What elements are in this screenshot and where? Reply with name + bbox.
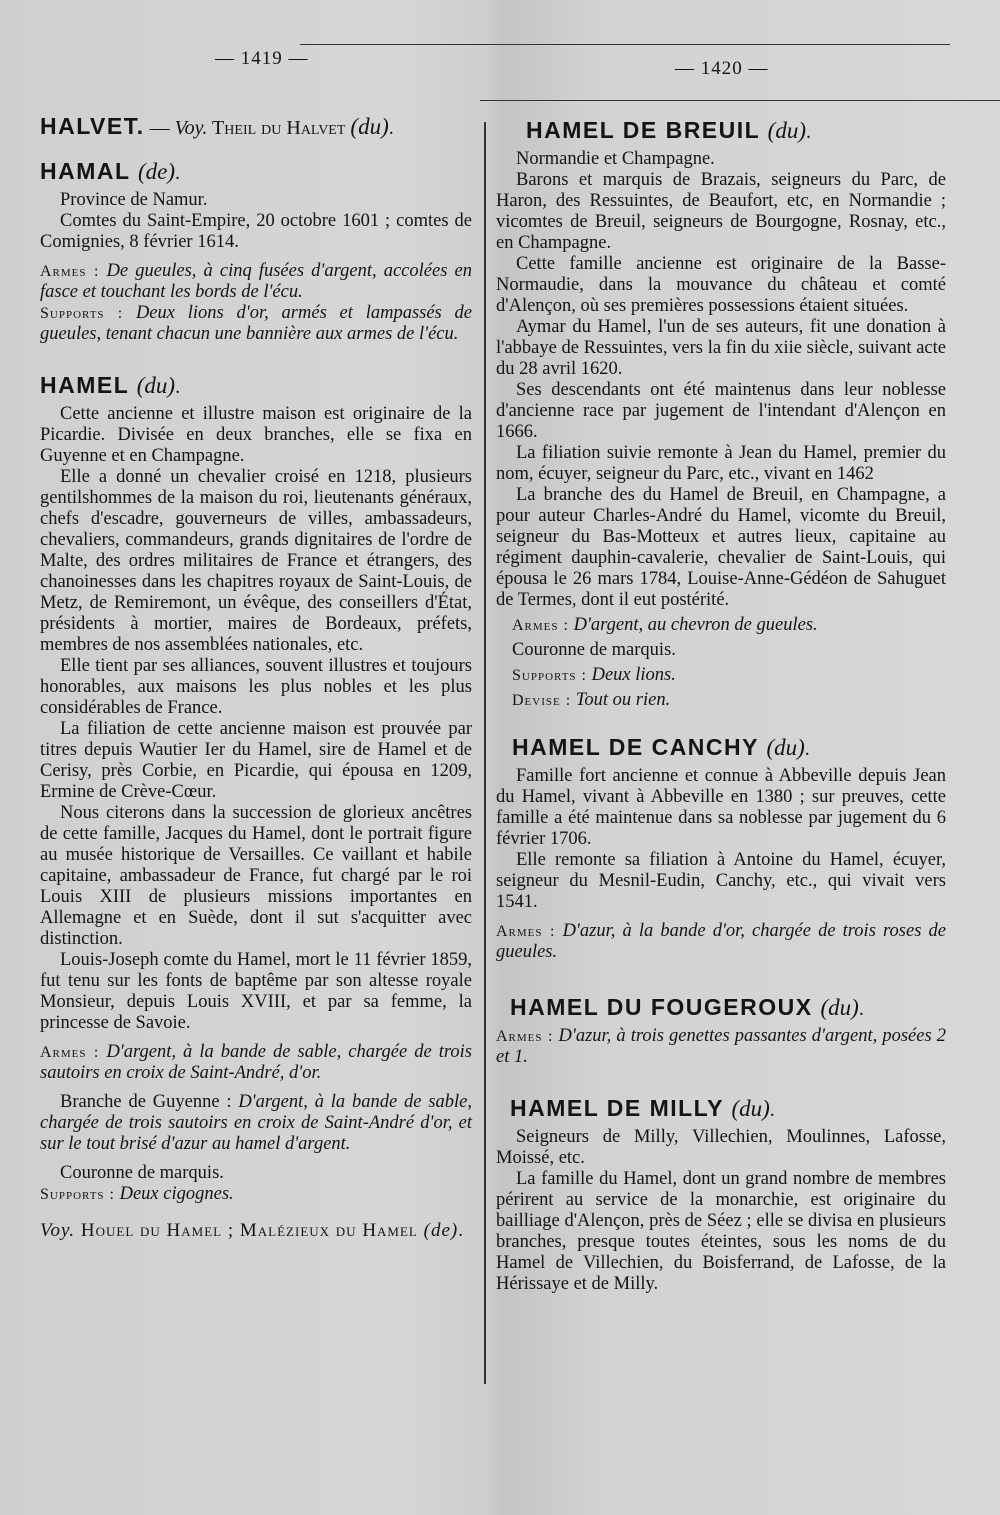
- particle: (du): [766, 735, 805, 760]
- couronne-line: Couronne de marquis.: [60, 1163, 224, 1183]
- entry-hamel-de-canchy: [496, 734, 946, 963]
- top-rule: [300, 44, 950, 45]
- paragraph: Barons et marquis de Brazais, seigneurs du Parc, de Haron, des Ressuintes, de Beaufort, etc, en Normandie ; vicomtes de Breuil, seigneurs de Bourgogne, Rosnay, etc., en Champagne.: [496, 170, 946, 253]
- particle: (de): [138, 159, 176, 184]
- paragraph: Elle remonte sa filiation à Antoine du Hamel, écuyer, seigneur du Mesnil-Eudin, Canchy, etc., qui vivait vers 1541.: [496, 850, 946, 912]
- particle: (de): [417, 1220, 459, 1241]
- particle: (du): [350, 114, 389, 139]
- cross-reference: Houel du Hamel: [75, 1220, 223, 1241]
- particle: (du): [767, 118, 806, 143]
- paragraph: Seigneurs de Milly, Villechien, Moulinnes, Lafosse, Moissé, etc.: [496, 1127, 946, 1168]
- entry-heading: HAMAL (de).: [40, 158, 181, 184]
- paragraph: Ses descendants ont été maintenus dans leur noblesse d'ancienne race par jugement de l'intendant d'Alençon en 1666.: [496, 380, 946, 442]
- armes-label: Armes :: [496, 1028, 554, 1045]
- particle: (du): [731, 1096, 770, 1121]
- armes-line: Armes : D'argent, au chevron de gueules.: [512, 615, 818, 635]
- entry-heading: HAMEL DE BREUIL (du).: [526, 117, 811, 143]
- particle: (du): [136, 373, 176, 398]
- entry-halvet: [40, 113, 472, 139]
- entry-hamal: [40, 158, 473, 345]
- entry-heading: HAMEL DE CANCHY (du).: [512, 734, 810, 760]
- voy-label: Voy.: [174, 117, 208, 139]
- see-also-line: Voy. Houel du Hamel ; Malézieux du Hamel (de).: [40, 1220, 464, 1241]
- entry-hamel-de-milly: [496, 1095, 946, 1295]
- heading-name: HAMEL DE MILLY: [510, 1095, 724, 1121]
- right-column: [496, 117, 946, 1317]
- paragraph: Famille fort ancienne et connue à Abbeville depuis Jean du Hamel, vivant à Abbeville en 1380 ; sur preuves, cette famille a été maintenue dans sa noblesse par jugement du 6 février 1706.: [496, 766, 946, 849]
- page-number-left: — 1419 —: [215, 48, 309, 69]
- paragraph: La filiation de cette ancienne maison est prouvée par titres depuis Wautier Ier du Hamel, sire de Hamel et de Cerisy, près Corbie, en Picardie, qui épousa en 1209, Ermine de Crève-Cœur.: [40, 719, 472, 802]
- paragraph: Normandie et Champagne.: [516, 149, 715, 169]
- heading-name: HAMAL: [40, 158, 131, 184]
- paragraph: Comtes du Saint-Empire, 20 octobre 1601 ; comtes de Comignies, 8 février 1614.: [40, 211, 472, 252]
- supports-label: Supports :: [40, 305, 124, 322]
- supports-line: Supports : Deux lions d'or, armés et lampassés de gueules, tenant chacun une bannière aux armes de l'écu.: [40, 303, 473, 344]
- armes-line: Armes : D'argent, à la bande de sable, chargée de trois sautoirs en croix de Saint-André, d'or.: [40, 1042, 472, 1083]
- column-divider: [484, 122, 486, 1384]
- devise-line: Devise : Tout ou rien.: [512, 690, 671, 710]
- entry-heading: HAMEL (du).: [40, 372, 181, 398]
- cross-reference: Theil du Halvet: [207, 117, 351, 139]
- supports-label: Supports :: [40, 1186, 115, 1203]
- entry-hamel-de-breuil: [496, 117, 946, 711]
- entry-heading: HAMEL DU FOUGEROUX (du).: [510, 994, 864, 1020]
- heading-name: HAMEL DE BREUIL: [526, 117, 760, 143]
- heading-name: HALVET.: [40, 113, 145, 139]
- paragraph: Louis-Joseph comte du Hamel, mort le 11 février 1859, fut tenu sur les fonts de baptême par son altesse royale Monsieur, depuis Louis XVIII, et par sa femme, la princesse de Savoie.: [40, 950, 472, 1033]
- paragraph: Aymar du Hamel, l'un de ses auteurs, fit une donation à l'abbaye de Ressuintes, vers la fin du xiie siècle, suivant acte du 28 avril 1620.: [496, 317, 946, 379]
- paragraph: Cette famille ancienne est originaire de la Basse-Normaudie, dans la mouvance du château et comté d'Alençon, où ses premières possessions étaient situées.: [496, 254, 946, 316]
- particle: (du): [820, 995, 859, 1020]
- paragraph: Province de Namur.: [60, 190, 208, 210]
- armes-label: Armes :: [512, 617, 569, 634]
- supports-line: Supports : Deux cigognes.: [40, 1184, 234, 1204]
- paragraph: Cette ancienne et illustre maison est originaire de la Picardie. Divisée en deux branches, elle se fixa en Guyenne et en Champagne.: [40, 404, 472, 466]
- header-rule: [480, 100, 1000, 101]
- armes-line: Armes : D'azur, à trois genettes passantes d'argent, posées 2 et 1.: [496, 1026, 946, 1067]
- voy-label: Voy.: [40, 1220, 76, 1241]
- paragraph: La branche des du Hamel de Breuil, en Champagne, a pour auteur Charles-André du Hamel, vicomte du Breuil, seigneur du Bas-Motteux et autres lieux, capitaine au régiment dauphin-cavalerie, chevalier de Saint-Louis, qui épousa le 26 mars 1784, Louise-Anne-Gédéon de Sahuguet de Termes, dont il eut postérité.: [496, 485, 946, 610]
- armes-line: Armes : D'azur, à la bande d'or, chargée de trois roses de gueules.: [496, 921, 946, 962]
- couronne-line: Couronne de marquis.: [512, 640, 676, 660]
- guyenne-label: Branche de Guyenne :: [60, 1092, 232, 1112]
- cross-reference: Malézieux du Hamel: [239, 1220, 418, 1241]
- page-number-right: — 1420 —: [675, 58, 769, 79]
- heading-name: HAMEL: [40, 372, 129, 398]
- guyenne-line: Branche de Guyenne : D'argent, à la bande de sable, chargée de trois sautoirs en croix de Saint-André d'or, et sur le tout brisé d'azur au hamel d'argent.: [40, 1092, 472, 1154]
- paragraph: Nous citerons dans la succession de glorieux ancêtres de cette famille, Jacques du Hamel, dont le portrait figure au musée historique de Versailles. Ce vaillant et habile capitaine, ambassadeur de France, fut chargé par le roi Louis XIII de plusieurs missions importantes en Allemagne et en Suède, dont il sut s'acquitter avec distinction.: [40, 803, 472, 949]
- supports-line: Supports : Deux lions.: [512, 665, 676, 685]
- entry-hamel: [40, 372, 472, 1243]
- supports-label: Supports :: [512, 667, 587, 684]
- paragraph: Elle tient par ses alliances, souvent illustres et toujours honorables, aux maisons les plus nobles et les plus considérables de France.: [40, 656, 472, 718]
- paragraph: La filiation suivie remonte à Jean du Hamel, premier du nom, écuyer, seigneur du Parc, etc., vivant en 1462: [496, 443, 946, 484]
- paragraph: La famille du Hamel, dont un grand nombre de membres périrent au service de la monarchie, est originaire du bailliage d'Alençon, près de Séez ; elle se divisa en plusieurs branches, presque toutes éteintes, sous les noms de du Hamel de Villechien, du Boisferrand, de Lafosse, de la Hérissaye et de Milly.: [496, 1169, 946, 1294]
- heading-dash: —: [144, 117, 175, 139]
- devise-label: Devise :: [512, 692, 572, 709]
- left-column: [40, 113, 473, 1265]
- entry-hamel-du-fougeroux: [496, 994, 946, 1068]
- armes-label: Armes :: [496, 923, 556, 940]
- armes-label: Armes :: [40, 1044, 100, 1061]
- armes-line: Armes : De gueules, à cinq fusées d'argent, accolées en fasce et touchant les bords de l'écu.: [40, 261, 472, 302]
- paragraph: Elle a donné un chevalier croisé en 1218, plusieurs gentilshommes de la maison du roi, lieutenants généraux, chefs d'escadre, gouverneurs de villes, ambassadeurs, chevaliers, commandeurs, grands dignitaires de l'ordre de Malte, des ordres militaires de France et étrangers, des chanoinesses dans les chapitres royaux de Saint-Louis, de Metz, de Remiremont, un évêque, des conseillers d'État, présidents à mortier, maires de Bordeaux, préfets, membres de nos assemblées nationales, etc.: [40, 467, 472, 655]
- entry-heading: HAMEL DE MILLY (du).: [510, 1095, 775, 1121]
- heading-name: HAMEL DU FOUGEROUX: [510, 994, 813, 1020]
- heading-name: HAMEL DE CANCHY: [512, 734, 759, 760]
- armes-label: Armes :: [40, 263, 100, 280]
- entry-heading: HALVET. — Voy. Theil du Halvet (du).: [40, 113, 394, 139]
